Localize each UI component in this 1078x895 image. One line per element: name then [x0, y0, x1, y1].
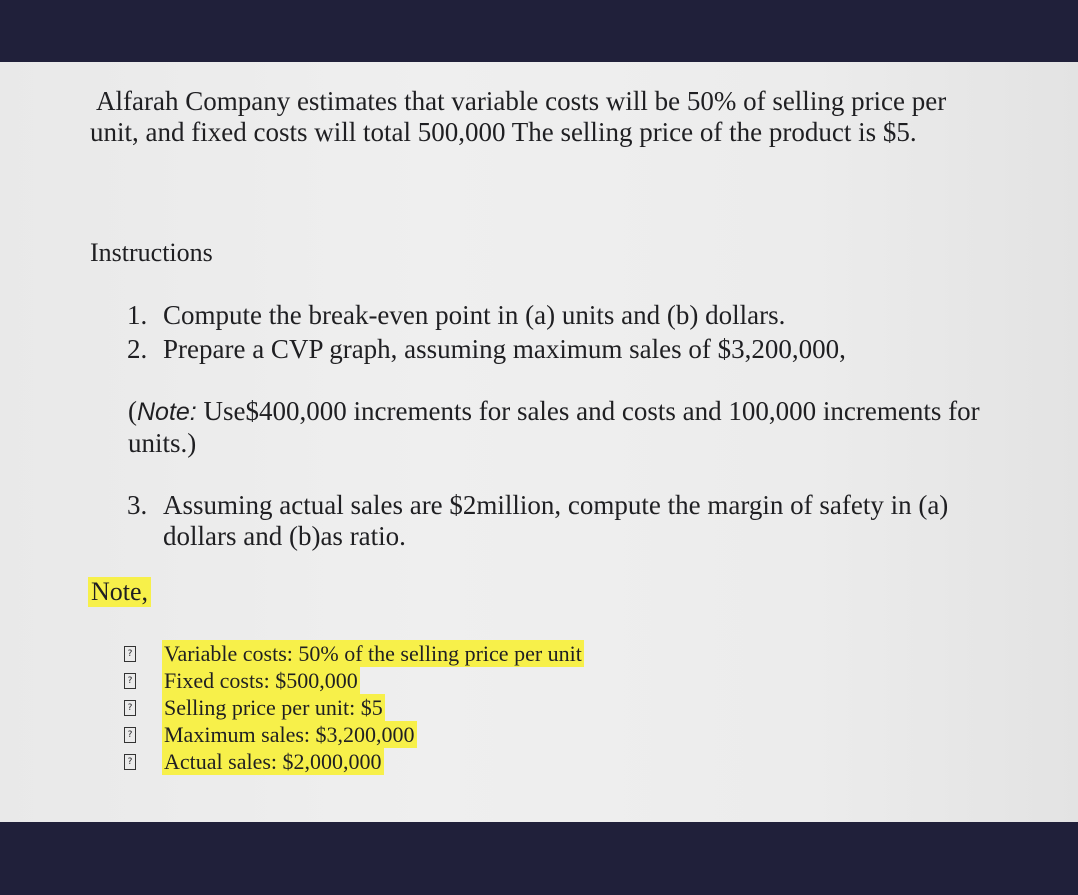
- missing-glyph-icon: ?: [124, 727, 136, 743]
- list-item-text: Maximum sales: $3,200,000: [164, 722, 415, 747]
- increments-note: [128, 396, 998, 459]
- list-item-text: Fixed costs: $500,000: [164, 668, 358, 693]
- intro-line-1: Alfarah Company estimates that variable costs will be 50% of selling price per: [96, 86, 947, 116]
- item-text: Compute the break-even point in (a) units and (b) dollars.: [163, 300, 786, 330]
- intro-line-2: unit, and fixed costs will total 500,000 The selling price of the product is $5.: [90, 117, 917, 147]
- item-number: 1.: [127, 300, 148, 330]
- item-number: 3.: [127, 490, 148, 520]
- instructions-heading: Instructions: [90, 238, 213, 267]
- intro-paragraph: [90, 86, 1030, 148]
- missing-glyph-icon: ?: [124, 646, 136, 662]
- item-number: 2.: [127, 334, 148, 364]
- missing-glyph-icon: ?: [124, 673, 136, 689]
- item-text: Assuming actual sales are $2million, compute the margin of safety in (a) dollars and (b)as ratio.: [163, 490, 949, 551]
- document-page: [0, 62, 1078, 822]
- note-open-paren: (: [128, 396, 137, 426]
- missing-glyph-icon: ?: [124, 700, 136, 716]
- note-label-italic: Note:: [137, 398, 197, 426]
- note-label: Note,: [88, 577, 151, 607]
- list-item-text: Variable costs: 50% of the selling price per unit: [164, 641, 582, 666]
- missing-glyph-icon: ?: [124, 754, 136, 770]
- list-item-text: Selling price per unit: $5: [164, 695, 383, 720]
- note-text: Use$400,000 increments for sales and costs and 100,000 increments for units.): [128, 396, 980, 458]
- list-item-text: Actual sales: $2,000,000: [164, 749, 382, 774]
- item-text: Prepare a CVP graph, assuming maximum sales of $3,200,000,: [163, 334, 846, 364]
